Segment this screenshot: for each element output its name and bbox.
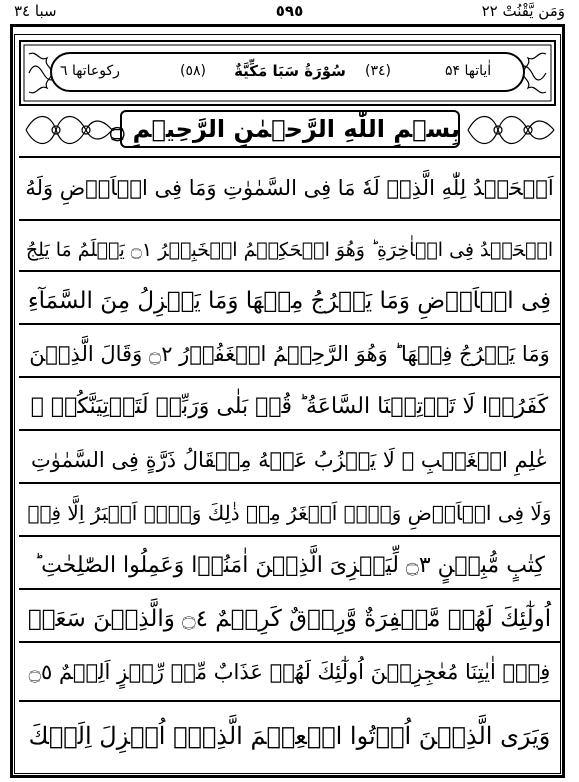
text-line-3: فِی الۡاَرۡضِ وَمَا یَخۡرُجُ مِنۡهَا وَمَا یَنۡزِلُ مِنَ السَّمَآءِ — [27, 288, 552, 314]
ayat-count: اٰیاتها ۵۴ — [445, 63, 492, 79]
page-number: ٥٩٥ — [275, 2, 304, 20]
text-line-2: الۡحَمۡدُ فِی الۡاٰخِرَةِ ؕ وَهُوَ الۡحَكِیۡمُ الۡخَبِیۡرُ ۝١ یَعۡلَمُ مَا یَلِجُ — [25, 239, 554, 261]
surah-number: (٣٤) — [365, 63, 391, 79]
bismillah: بِسۡمِ اللّٰهِ الرَّحۡمٰنِ الرَّحِیۡمِ ۝ — [110, 115, 460, 143]
revelation-order: (٥٨) — [180, 63, 206, 79]
text-line-1: اَلۡحَمۡدُ لِلّٰهِ الَّذِیۡ لَهٗ مَا فِی السَّمٰوٰتِ وَمَا فِی الۡاَرۡضِ وَلَهُ — [25, 176, 554, 200]
surah-name: سُوْرَةُ سَبَا مَكِّيَّةٌ — [234, 62, 346, 80]
running-header — [0, 0, 579, 22]
text-line-5: كَفَرُوۡا لَا تَاۡتِیۡنَا السَّاعَةُ ؕ قُلۡ بَلٰی وَرَبِّیۡ لَتَاۡتِیَنَّكُمۡ ۙ — [30, 394, 549, 419]
juz-running-title: وَمَن يَّقْنُتْ ٢٢ — [481, 2, 565, 20]
line-rule — [19, 700, 560, 702]
text-line-7: وَلَا فِی الۡاَرۡضِ وَلَاۤ اَصۡغَرُ مِنۡ ذٰلِكَ وَلَاۤ اَكۡبَرُ اِلَّا فِیۡ — [27, 501, 552, 525]
text-line-6: عٰلِمِ الۡغَیۡبِ ۚ لَا یَعۡزُبُ عَنۡهُ مِثۡقَالُ ذَرَّةٍ فِی السَّمٰوٰتِ — [30, 448, 548, 472]
right-arabesque-ornament — [464, 108, 558, 152]
text-line-4: وَمَا یَعۡرُجُ فِیۡهَا ؕ وَهُوَ الرَّحِیۡمُ الۡغَفُوۡرُ ۝٢ وَقَالَ الَّذِیۡنَ — [29, 342, 550, 366]
left-arabesque-ornament — [22, 108, 116, 152]
surah-running-title: سبا ٣٤ — [14, 2, 57, 20]
ruku-count: رکوعاتها ٦ — [60, 63, 120, 79]
text-line-8: كِتٰبٍ مُّبِیۡنٍ ۝٣ لِّیَجۡزِیَ الَّذِیۡنَ اٰمَنُوۡا وَعَمِلُوا الصّٰلِحٰتِ ؕ — [34, 553, 545, 578]
text-line-9: اُولٰٓئِكَ لَهُمۡ مَّغۡفِرَةٌ وَّرِزۡقٌ كَرِیۡمٌ ۝٤ وَالَّذِیۡنَ سَعَوۡ — [27, 606, 552, 632]
text-line-10: فِیۡۤ اٰیٰتِنَا مُعٰجِزِیۡنَ اُولٰٓئِكَ لَهُمۡ عَذَابٌ مِّنۡ رِّجۡزٍ اَلِیۡمٌ ۝٥ — [28, 660, 551, 684]
text-line-11: وَیَرَی الَّذِیۡنَ اُوۡتُوا الۡعِلۡمَ الَّذِیۡۤ اُنۡزِلَ اِلَیۡكَ — [28, 722, 551, 750]
